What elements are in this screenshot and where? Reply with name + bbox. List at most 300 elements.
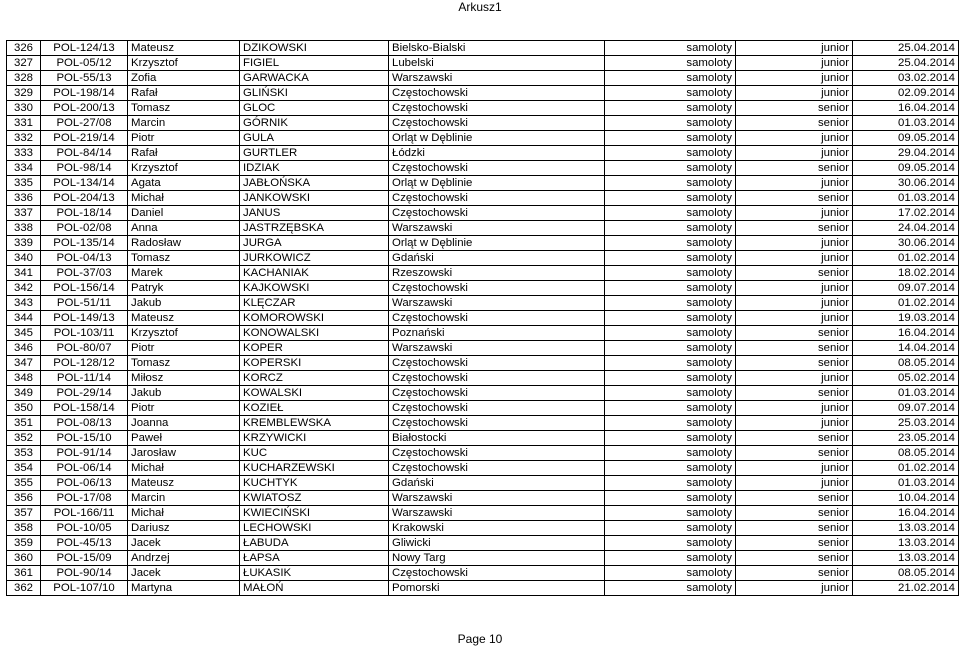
date-cell: 18.02.2014: [853, 266, 959, 281]
license-id-cell: POL-10/05: [41, 521, 128, 536]
date-cell: 25.04.2014: [853, 41, 959, 56]
category-cell: samoloty: [605, 326, 736, 341]
age-class-cell: junior: [736, 236, 853, 251]
first-name-cell: Krzysztof: [128, 161, 240, 176]
license-id-cell: POL-51/11: [41, 296, 128, 311]
row-number-cell: 334: [7, 161, 41, 176]
club-cell: Łódzki: [389, 146, 605, 161]
date-cell: 01.02.2014: [853, 461, 959, 476]
age-class-cell: junior: [736, 206, 853, 221]
row-number-cell: 350: [7, 401, 41, 416]
date-cell: 13.03.2014: [853, 521, 959, 536]
date-cell: 02.09.2014: [853, 86, 959, 101]
table-row: [7, 86, 959, 101]
first-name-cell: Anna: [128, 221, 240, 236]
first-name-cell: Marcin: [128, 116, 240, 131]
category-cell: samoloty: [605, 311, 736, 326]
category-cell: samoloty: [605, 281, 736, 296]
category-cell: samoloty: [605, 101, 736, 116]
license-id-cell: POL-05/12: [41, 56, 128, 71]
category-cell: samoloty: [605, 71, 736, 86]
table-row: [7, 431, 959, 446]
table-row: [7, 161, 959, 176]
category-cell: samoloty: [605, 251, 736, 266]
license-id-cell: POL-204/13: [41, 191, 128, 206]
license-id-cell: POL-18/14: [41, 206, 128, 221]
license-id-cell: POL-166/11: [41, 506, 128, 521]
last-name-cell: KREMBLEWSKA: [240, 416, 389, 431]
age-class-cell: junior: [736, 296, 853, 311]
last-name-cell: JANKOWSKI: [240, 191, 389, 206]
table-row: [7, 521, 959, 536]
first-name-cell: Jarosław: [128, 446, 240, 461]
row-number-cell: 328: [7, 71, 41, 86]
category-cell: samoloty: [605, 206, 736, 221]
license-id-cell: POL-08/13: [41, 416, 128, 431]
date-cell: 19.03.2014: [853, 311, 959, 326]
age-class-cell: senior: [736, 341, 853, 356]
first-name-cell: Rafał: [128, 86, 240, 101]
club-cell: Warszawski: [389, 71, 605, 86]
license-id-cell: POL-45/13: [41, 536, 128, 551]
age-class-cell: junior: [736, 131, 853, 146]
table-row: [7, 566, 959, 581]
date-cell: 09.07.2014: [853, 281, 959, 296]
date-cell: 30.06.2014: [853, 176, 959, 191]
first-name-cell: Tomasz: [128, 101, 240, 116]
date-cell: 16.04.2014: [853, 506, 959, 521]
license-id-cell: POL-219/14: [41, 131, 128, 146]
club-cell: Warszawski: [389, 221, 605, 236]
date-cell: 13.03.2014: [853, 551, 959, 566]
category-cell: samoloty: [605, 176, 736, 191]
last-name-cell: KONOWALSKI: [240, 326, 389, 341]
data-table: [6, 40, 959, 596]
last-name-cell: KOWALSKI: [240, 386, 389, 401]
category-cell: samoloty: [605, 356, 736, 371]
license-id-cell: POL-149/13: [41, 311, 128, 326]
row-number-cell: 358: [7, 521, 41, 536]
license-id-cell: POL-37/03: [41, 266, 128, 281]
age-class-cell: junior: [736, 581, 853, 596]
first-name-cell: Krzysztof: [128, 326, 240, 341]
club-cell: Częstochowski: [389, 206, 605, 221]
date-cell: 09.07.2014: [853, 401, 959, 416]
age-class-cell: senior: [736, 266, 853, 281]
club-cell: Częstochowski: [389, 86, 605, 101]
club-cell: Częstochowski: [389, 386, 605, 401]
last-name-cell: GÓRNIK: [240, 116, 389, 131]
category-cell: samoloty: [605, 191, 736, 206]
last-name-cell: JASTRZĘBSKA: [240, 221, 389, 236]
date-cell: 13.03.2014: [853, 536, 959, 551]
date-cell: 14.04.2014: [853, 341, 959, 356]
last-name-cell: KAJKOWSKI: [240, 281, 389, 296]
first-name-cell: Andrzej: [128, 551, 240, 566]
row-number-cell: 344: [7, 311, 41, 326]
date-cell: 10.04.2014: [853, 491, 959, 506]
category-cell: samoloty: [605, 581, 736, 596]
club-cell: Częstochowski: [389, 401, 605, 416]
age-class-cell: senior: [736, 221, 853, 236]
category-cell: samoloty: [605, 551, 736, 566]
club-cell: Orląt w Dęblinie: [389, 176, 605, 191]
date-cell: 29.04.2014: [853, 146, 959, 161]
table-row: [7, 251, 959, 266]
club-cell: Częstochowski: [389, 191, 605, 206]
club-cell: Gliwicki: [389, 536, 605, 551]
license-id-cell: POL-200/13: [41, 101, 128, 116]
license-id-cell: POL-128/12: [41, 356, 128, 371]
first-name-cell: Radosław: [128, 236, 240, 251]
first-name-cell: Tomasz: [128, 356, 240, 371]
table-row: [7, 356, 959, 371]
table-row: [7, 56, 959, 71]
category-cell: samoloty: [605, 266, 736, 281]
category-cell: samoloty: [605, 401, 736, 416]
club-cell: Poznański: [389, 326, 605, 341]
first-name-cell: Rafał: [128, 146, 240, 161]
license-id-cell: POL-134/14: [41, 176, 128, 191]
table-row: [7, 371, 959, 386]
age-class-cell: junior: [736, 401, 853, 416]
age-class-cell: junior: [736, 86, 853, 101]
table-row: [7, 131, 959, 146]
table-row: [7, 551, 959, 566]
page-number: Page 10: [457, 632, 503, 646]
last-name-cell: JANUS: [240, 206, 389, 221]
age-class-cell: senior: [736, 551, 853, 566]
license-id-cell: POL-17/08: [41, 491, 128, 506]
license-id-cell: POL-156/14: [41, 281, 128, 296]
age-class-cell: senior: [736, 431, 853, 446]
row-number-cell: 355: [7, 476, 41, 491]
club-cell: Częstochowski: [389, 116, 605, 131]
first-name-cell: Piotr: [128, 341, 240, 356]
category-cell: samoloty: [605, 566, 736, 581]
club-cell: Warszawski: [389, 506, 605, 521]
category-cell: samoloty: [605, 131, 736, 146]
date-cell: 08.05.2014: [853, 566, 959, 581]
age-class-cell: junior: [736, 71, 853, 86]
age-class-cell: senior: [736, 536, 853, 551]
row-number-cell: 333: [7, 146, 41, 161]
category-cell: samoloty: [605, 236, 736, 251]
last-name-cell: KORCZ: [240, 371, 389, 386]
row-number-cell: 336: [7, 191, 41, 206]
club-cell: Gdański: [389, 476, 605, 491]
date-cell: 16.04.2014: [853, 326, 959, 341]
table-row: [7, 281, 959, 296]
first-name-cell: Michał: [128, 506, 240, 521]
date-cell: 24.04.2014: [853, 221, 959, 236]
last-name-cell: KRZYWICKI: [240, 431, 389, 446]
club-cell: Rzeszowski: [389, 266, 605, 281]
first-name-cell: Dariusz: [128, 521, 240, 536]
license-id-cell: POL-135/14: [41, 236, 128, 251]
date-cell: 01.03.2014: [853, 191, 959, 206]
age-class-cell: senior: [736, 566, 853, 581]
first-name-cell: Krzysztof: [128, 56, 240, 71]
last-name-cell: KUCHTYK: [240, 476, 389, 491]
club-cell: Nowy Targ: [389, 551, 605, 566]
club-cell: Częstochowski: [389, 416, 605, 431]
table-row: [7, 221, 959, 236]
date-cell: 05.02.2014: [853, 371, 959, 386]
row-number-cell: 361: [7, 566, 41, 581]
row-number-cell: 356: [7, 491, 41, 506]
club-cell: Białostocki: [389, 431, 605, 446]
first-name-cell: Jakub: [128, 386, 240, 401]
row-number-cell: 342: [7, 281, 41, 296]
table-row: [7, 266, 959, 281]
first-name-cell: Jacek: [128, 566, 240, 581]
table-row: [7, 101, 959, 116]
age-class-cell: senior: [736, 356, 853, 371]
table-row: [7, 461, 959, 476]
date-cell: 03.02.2014: [853, 71, 959, 86]
last-name-cell: GURTLER: [240, 146, 389, 161]
row-number-cell: 346: [7, 341, 41, 356]
license-id-cell: POL-06/13: [41, 476, 128, 491]
last-name-cell: MAŁOŃ: [240, 581, 389, 596]
category-cell: samoloty: [605, 536, 736, 551]
license-id-cell: POL-158/14: [41, 401, 128, 416]
club-cell: Częstochowski: [389, 311, 605, 326]
row-number-cell: 330: [7, 101, 41, 116]
license-id-cell: POL-84/14: [41, 146, 128, 161]
license-id-cell: POL-55/13: [41, 71, 128, 86]
row-number-cell: 347: [7, 356, 41, 371]
first-name-cell: Marek: [128, 266, 240, 281]
first-name-cell: Paweł: [128, 431, 240, 446]
last-name-cell: JURGA: [240, 236, 389, 251]
license-id-cell: POL-04/13: [41, 251, 128, 266]
row-number-cell: 339: [7, 236, 41, 251]
category-cell: samoloty: [605, 56, 736, 71]
first-name-cell: Tomasz: [128, 251, 240, 266]
row-number-cell: 352: [7, 431, 41, 446]
row-number-cell: 357: [7, 506, 41, 521]
date-cell: 01.02.2014: [853, 251, 959, 266]
date-cell: 30.06.2014: [853, 236, 959, 251]
age-class-cell: senior: [736, 326, 853, 341]
first-name-cell: Michał: [128, 461, 240, 476]
category-cell: samoloty: [605, 341, 736, 356]
age-class-cell: senior: [736, 506, 853, 521]
first-name-cell: Mateusz: [128, 311, 240, 326]
category-cell: samoloty: [605, 506, 736, 521]
date-cell: 09.05.2014: [853, 161, 959, 176]
club-cell: Częstochowski: [389, 161, 605, 176]
first-name-cell: Marcin: [128, 491, 240, 506]
club-cell: Częstochowski: [389, 371, 605, 386]
first-name-cell: Piotr: [128, 401, 240, 416]
age-class-cell: junior: [736, 311, 853, 326]
club-cell: Częstochowski: [389, 281, 605, 296]
date-cell: 16.04.2014: [853, 101, 959, 116]
last-name-cell: KWIECIŃSKI: [240, 506, 389, 521]
first-name-cell: Jakub: [128, 296, 240, 311]
category-cell: samoloty: [605, 446, 736, 461]
row-number-cell: 353: [7, 446, 41, 461]
club-cell: Warszawski: [389, 341, 605, 356]
club-cell: Częstochowski: [389, 446, 605, 461]
license-id-cell: POL-15/10: [41, 431, 128, 446]
date-cell: 01.03.2014: [853, 116, 959, 131]
first-name-cell: Piotr: [128, 131, 240, 146]
age-class-cell: junior: [736, 56, 853, 71]
category-cell: samoloty: [605, 221, 736, 236]
row-number-cell: 359: [7, 536, 41, 551]
age-class-cell: junior: [736, 281, 853, 296]
last-name-cell: KOPERSKI: [240, 356, 389, 371]
last-name-cell: ŁUKASIK: [240, 566, 389, 581]
club-cell: Warszawski: [389, 296, 605, 311]
last-name-cell: IDZIAK: [240, 161, 389, 176]
table-row: [7, 536, 959, 551]
table-row: [7, 146, 959, 161]
date-cell: 01.03.2014: [853, 386, 959, 401]
table-row: [7, 446, 959, 461]
table-row: [7, 506, 959, 521]
table-row: [7, 236, 959, 251]
table-row: [7, 296, 959, 311]
row-number-cell: 351: [7, 416, 41, 431]
age-class-cell: junior: [736, 251, 853, 266]
date-cell: 25.03.2014: [853, 416, 959, 431]
date-cell: 01.03.2014: [853, 476, 959, 491]
license-id-cell: POL-107/10: [41, 581, 128, 596]
club-cell: Gdański: [389, 251, 605, 266]
age-class-cell: senior: [736, 191, 853, 206]
category-cell: samoloty: [605, 296, 736, 311]
age-class-cell: senior: [736, 521, 853, 536]
last-name-cell: LECHOWSKI: [240, 521, 389, 536]
category-cell: samoloty: [605, 41, 736, 56]
license-id-cell: POL-91/14: [41, 446, 128, 461]
last-name-cell: KUCHARZEWSKI: [240, 461, 389, 476]
category-cell: samoloty: [605, 386, 736, 401]
first-name-cell: Mateusz: [128, 476, 240, 491]
category-cell: samoloty: [605, 416, 736, 431]
row-number-cell: 327: [7, 56, 41, 71]
last-name-cell: GLIŃSKI: [240, 86, 389, 101]
category-cell: samoloty: [605, 371, 736, 386]
age-class-cell: junior: [736, 176, 853, 191]
table-row: [7, 191, 959, 206]
sheet-title: Arkusz1: [458, 0, 502, 14]
last-name-cell: KACHANIAK: [240, 266, 389, 281]
license-id-cell: POL-02/08: [41, 221, 128, 236]
age-class-cell: junior: [736, 146, 853, 161]
date-cell: 08.05.2014: [853, 356, 959, 371]
row-number-cell: 343: [7, 296, 41, 311]
first-name-cell: Mateusz: [128, 41, 240, 56]
row-number-cell: 345: [7, 326, 41, 341]
first-name-cell: Jacek: [128, 536, 240, 551]
last-name-cell: KOPER: [240, 341, 389, 356]
row-number-cell: 354: [7, 461, 41, 476]
table-row: [7, 176, 959, 191]
club-cell: Bielsko-Bialski: [389, 41, 605, 56]
row-number-cell: 331: [7, 116, 41, 131]
club-cell: Częstochowski: [389, 566, 605, 581]
row-number-cell: 329: [7, 86, 41, 101]
age-class-cell: senior: [736, 446, 853, 461]
last-name-cell: GARWACKA: [240, 71, 389, 86]
last-name-cell: KOMOROWSKI: [240, 311, 389, 326]
license-id-cell: POL-11/14: [41, 371, 128, 386]
table-row: [7, 116, 959, 131]
table-row: [7, 341, 959, 356]
last-name-cell: JABŁOŃSKA: [240, 176, 389, 191]
first-name-cell: Martyna: [128, 581, 240, 596]
last-name-cell: KWIATOSZ: [240, 491, 389, 506]
row-number-cell: 341: [7, 266, 41, 281]
table-row: [7, 206, 959, 221]
license-id-cell: POL-103/11: [41, 326, 128, 341]
first-name-cell: Agata: [128, 176, 240, 191]
date-cell: 01.02.2014: [853, 296, 959, 311]
table-row: [7, 311, 959, 326]
age-class-cell: senior: [736, 101, 853, 116]
date-cell: 21.02.2014: [853, 581, 959, 596]
club-cell: Lubelski: [389, 56, 605, 71]
row-number-cell: 360: [7, 551, 41, 566]
table-body: [7, 41, 959, 596]
table-row: [7, 476, 959, 491]
table-row: [7, 41, 959, 56]
last-name-cell: KLĘCZAR: [240, 296, 389, 311]
table-row: [7, 401, 959, 416]
age-class-cell: junior: [736, 416, 853, 431]
table-row: [7, 581, 959, 596]
category-cell: samoloty: [605, 146, 736, 161]
first-name-cell: Miłosz: [128, 371, 240, 386]
table-row: [7, 326, 959, 341]
last-name-cell: ŁAPSA: [240, 551, 389, 566]
date-cell: 08.05.2014: [853, 446, 959, 461]
category-cell: samoloty: [605, 161, 736, 176]
club-cell: Krakowski: [389, 521, 605, 536]
table-row: [7, 491, 959, 506]
age-class-cell: senior: [736, 386, 853, 401]
date-cell: 17.02.2014: [853, 206, 959, 221]
first-name-cell: Patryk: [128, 281, 240, 296]
first-name-cell: Zofia: [128, 71, 240, 86]
license-id-cell: POL-198/14: [41, 86, 128, 101]
last-name-cell: KOZIEŁ: [240, 401, 389, 416]
age-class-cell: senior: [736, 116, 853, 131]
last-name-cell: GULA: [240, 131, 389, 146]
license-id-cell: POL-06/14: [41, 461, 128, 476]
license-id-cell: POL-15/09: [41, 551, 128, 566]
row-number-cell: 338: [7, 221, 41, 236]
category-cell: samoloty: [605, 431, 736, 446]
first-name-cell: Joanna: [128, 416, 240, 431]
club-cell: Warszawski: [389, 491, 605, 506]
table-row: [7, 71, 959, 86]
category-cell: samoloty: [605, 491, 736, 506]
category-cell: samoloty: [605, 116, 736, 131]
last-name-cell: DZIKOWSKI: [240, 41, 389, 56]
age-class-cell: senior: [736, 491, 853, 506]
category-cell: samoloty: [605, 86, 736, 101]
row-number-cell: 332: [7, 131, 41, 146]
license-id-cell: POL-80/07: [41, 341, 128, 356]
first-name-cell: Daniel: [128, 206, 240, 221]
